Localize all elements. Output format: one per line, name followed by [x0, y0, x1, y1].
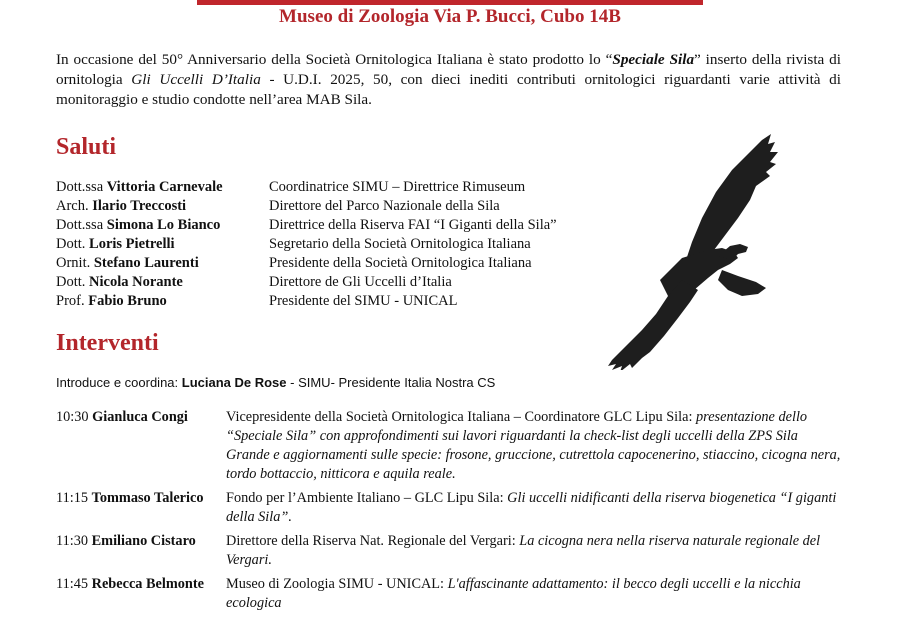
greeting-prefix: Dott.ssa	[56, 179, 107, 195]
intro-text-3: - U.D.I. 2025, 50, con dieci inediti contributi ornitologici riguardanti varie attività di monitoraggio e studio condotte nell’area MAB Sila.	[56, 71, 841, 108]
greeting-role: Coordinatrice SIMU – Direttrice Rimuseum	[269, 179, 526, 195]
greeting-row	[56, 197, 557, 216]
greeting-name: Ilario Treccosti	[92, 198, 187, 214]
talk-item	[56, 408, 846, 484]
talk-item	[56, 532, 846, 570]
greeting-role: Segretario della Società Ornitologica Italiana	[269, 236, 531, 252]
talk-affiliation: Direttore della Riserva Nat. Regionale del Vergari:	[226, 533, 520, 549]
greeting-name: Fabio Bruno	[88, 293, 167, 309]
eagle-silhouette-icon	[590, 130, 785, 370]
talk-speaker: Gianluca Congi	[92, 409, 188, 425]
moderator-line	[56, 375, 495, 390]
talk-affiliation: Vicepresidente della Società Ornitologica Italiana – Coordinatore GLC Lipu Sila:	[226, 409, 697, 425]
talk-title: La cicogna nera nella riserva naturale regionale del Vergari.	[226, 533, 821, 568]
talk-item	[56, 575, 846, 613]
greeting-name: Stefano Laurenti	[93, 255, 199, 271]
greeting-prefix: Arch.	[56, 198, 93, 214]
greetings-heading: Saluti	[56, 134, 117, 160]
intro-paragraph	[56, 50, 841, 110]
greeting-name: Simona Lo Bianco	[106, 217, 221, 233]
talk-title: L'affascinante adattamento: il becco degli uccelli e la nicchia ecologica	[226, 576, 801, 611]
talk-title: Gli uccelli nidificanti della riserva biogenetica “I giganti della Sila”.	[226, 490, 837, 525]
greeting-role: Presidente della Società Ornitologica Italiana	[269, 255, 532, 271]
talk-time: 11:15	[56, 490, 89, 506]
greeting-row	[56, 292, 557, 311]
intro-text-2: ” inserto della rivista di ornitologia	[56, 51, 841, 88]
greeting-row	[56, 254, 557, 273]
talk-speaker: Emiliano Cistaro	[91, 533, 196, 549]
greeting-prefix: Dott.ssa	[56, 217, 107, 233]
talk-affiliation: Museo di Zoologia SIMU - UNICAL:	[226, 576, 448, 592]
greeting-prefix: Dott.	[56, 274, 90, 290]
talks-heading: Interventi	[56, 330, 159, 356]
talk-affiliation: Fondo per l’Ambiente Italiano – GLC Lipu Sila:	[226, 490, 508, 506]
intro-text-1: In occasione del 50° Anniversario della Società Ornitologica Italiana è stato prodotto lo “	[56, 51, 613, 68]
greeting-role: Direttore del Parco Nazionale della Sila	[269, 198, 500, 214]
greeting-row	[56, 235, 557, 254]
talk-title: presentazione dello “Speciale Sila” con approfondimenti sui lavori riguardanti la check-list degli uccelli della ZPS Sila Grande e aggiornamenti sulle specie: frosone, gruccione, cutrettola capocenerino, stiaccino, cicogna nera, tordo bottaccio, nitticora e aquila reale.	[226, 409, 841, 482]
greeting-prefix: Dott.	[56, 236, 90, 252]
greeting-row	[56, 178, 557, 197]
talks-list	[56, 408, 846, 618]
greeting-prefix: Ornit.	[56, 255, 94, 271]
greeting-name: Nicola Norante	[89, 274, 183, 290]
moderator-affiliation: - SIMU- Presidente Italia Nostra CS	[286, 375, 496, 390]
greeting-row	[56, 216, 557, 235]
talk-speaker: Tommaso Talerico	[91, 490, 204, 506]
greeting-prefix: Prof.	[56, 293, 89, 309]
talk-item	[56, 489, 846, 527]
greeting-row	[56, 273, 557, 292]
greetings-list	[56, 178, 557, 311]
talk-speaker: Rebecca Belmonte	[91, 576, 204, 592]
talk-time: 10:30	[56, 409, 89, 425]
moderator-label: Introduce e coordina:	[56, 375, 182, 390]
greeting-name: Vittoria Carnevale	[106, 179, 223, 195]
venue-line: Museo di Zoologia Via P. Bucci, Cubo 14B	[279, 6, 621, 27]
talk-time: 11:45	[56, 576, 89, 592]
greeting-name: Loris Pietrelli	[89, 236, 175, 252]
talk-time: 11:30	[56, 533, 89, 549]
moderator-name: Luciana De Rose	[181, 375, 287, 390]
header-red-bar	[197, 0, 703, 5]
greeting-role: Presidente del SIMU - UNICAL	[269, 293, 458, 309]
intro-emphasis-1: Speciale Sila	[612, 51, 695, 68]
intro-emphasis-2: Gli Uccelli D’Italia	[131, 71, 261, 88]
greeting-role: Direttore de Gli Uccelli d’Italia	[269, 274, 452, 290]
greeting-role: Direttrice della Riserva FAI “I Giganti della Sila”	[269, 217, 557, 233]
